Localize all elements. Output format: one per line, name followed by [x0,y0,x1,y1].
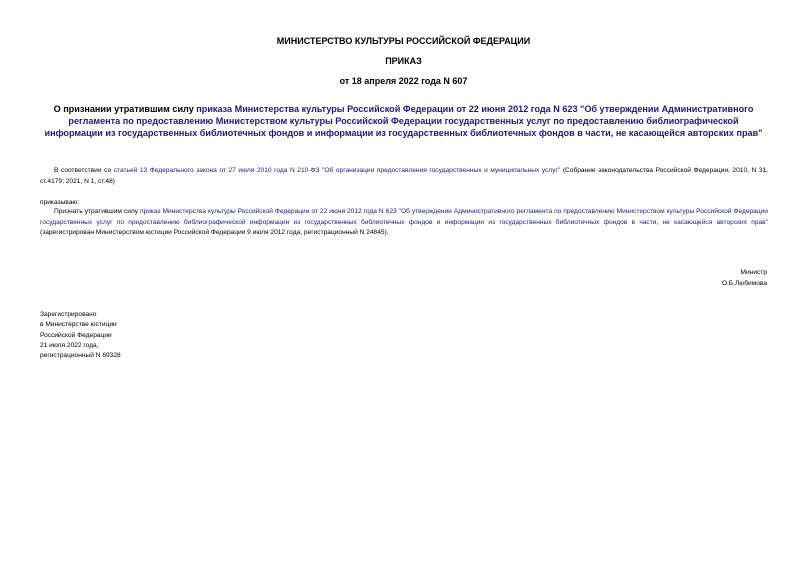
signature-block [722,268,767,289]
title-prefix: О признании утратившим силу [53,104,197,114]
law-article-link[interactable]: статьей 13 Федерального закона от 27 июля 2010 года N 210-ФЗ "Об организации предоставления государственных и муниципальных услуг" [113,167,561,174]
ministry-name: МИНИСТЕРСТВО КУЛЬТУРЫ РОССИЙСКОЙ ФЕДЕРАЦИИ [276,36,531,46]
title-link[interactable]: приказа Министерства культуры Российской Федерации от 22 июня 2012 года N 623 "Об утверждении Административного регламента по предоставлению Министерством культуры Российской Федерации государственных услуг по предоставлению библиографической информации из государственных библиотечных фондов и информации из государственных библиотечных фондов в части, не касающейся авторских прав" [44,104,763,138]
signatory-name: О.Б.Любимова [721,279,767,287]
document-type: ПРИКАЗ [385,56,422,66]
registration-line: в Министерстве юстиции [40,321,117,329]
registration-line: регистрационный N 69328 [40,352,121,360]
decision-prefix: Признать утратившим силу [54,208,140,215]
signatory-position: Министр [740,269,767,276]
document-title [40,103,767,139]
registration-line: 21 июля 2022 года, [40,341,99,349]
basis-suffix: (Собрание законодательства Российской Федерации, 2010, N 31, ст.4179; 2021, N 1, ст.48) [40,167,768,185]
repealed-order-link[interactable]: приказ Министерства культуры Российской Федерации от 22 июня 2012 года N 623 "Об утверждении Административного регламента по предоставлению Министерством культуры Российской Федерации государственных услуг по предоставлению библиографической информации из государственных библиотечных фондов и информации из государственных библиотечных фондов в части, не касающейся авторских прав" [40,208,768,226]
document-date-number: от 18 апреля 2022 года N 607 [339,76,468,86]
paragraph-basis [40,166,768,187]
registration-line: Российской Федерации [40,331,112,339]
decision-suffix: (зарегистрирован Министерством юстиции Российской Федерации 9 июля 2012 года, регистрационный N 24845). [40,229,389,236]
paragraph-decision [40,207,768,239]
registration-line: Зарегистрировано [40,311,97,318]
registration-block [40,310,121,361]
order-word: приказываю: [40,199,80,206]
basis-prefix: В соответствии со [54,167,114,174]
